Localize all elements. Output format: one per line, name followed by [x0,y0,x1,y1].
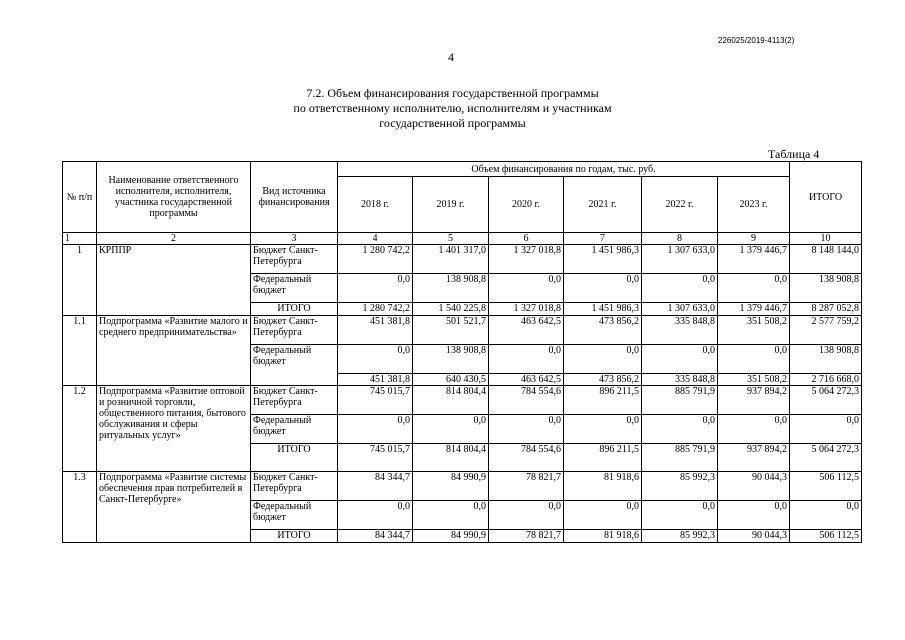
value-cell: 90 044,3 [718,472,790,501]
value-cell: 473 856,2 [564,373,642,386]
header-year: 2019 г. [413,177,489,233]
value-cell: 351 508,2 [718,316,790,345]
value-cell: 1 327 018,8 [489,245,564,274]
value-cell: 0,0 [642,345,718,374]
column-number: 10 [790,233,862,245]
value-cell: 937 894,2 [718,444,790,472]
header-year: 2023 г. [718,177,790,233]
source-cell: Федеральный бюджет [251,345,338,374]
source-cell: ИТОГО [251,530,338,543]
value-cell: 78 821,7 [489,530,564,543]
value-cell: 84 990,9 [413,530,489,543]
value-cell: 1 307 633,0 [642,303,718,316]
value-cell: 0,0 [718,345,790,374]
value-cell: 745 015,7 [338,444,413,472]
value-cell: 814 804,4 [413,386,489,415]
value-cell: 1 379 446,7 [718,303,790,316]
header-volume: Объем финансирования по годам, тыс. руб. [338,162,790,177]
column-number: 9 [718,233,790,245]
section-title [0,86,905,131]
source-cell: Федеральный бюджет [251,415,338,444]
header-year: 2020 г. [489,177,564,233]
table-row [63,245,862,274]
table-row [63,316,862,345]
total-cell: 2 577 759,2 [790,316,862,345]
value-cell: 1 307 633,0 [642,245,718,274]
value-cell: 784 554,6 [489,444,564,472]
source-cell: Федеральный бюджет [251,501,338,530]
header-total: ИТОГО [790,162,862,233]
value-cell: 0,0 [338,501,413,530]
value-cell: 0,0 [489,345,564,374]
total-cell: 138 908,8 [790,345,862,374]
value-cell: 814 804,4 [413,444,489,472]
source-cell: Бюджет Санкт-Петербурга [251,386,338,415]
total-cell: 5 064 272,3 [790,444,862,472]
column-number: 7 [564,233,642,245]
value-cell: 0,0 [642,415,718,444]
value-cell: 0,0 [338,415,413,444]
value-cell: 0,0 [564,345,642,374]
value-cell: 1 280 742,2 [338,245,413,274]
value-cell: 84 344,7 [338,530,413,543]
value-cell: 1 540 225,8 [413,303,489,316]
value-cell: 885 791,9 [642,444,718,472]
column-number: 2 [97,233,251,245]
source-cell: Бюджет Санкт-Петербурга [251,472,338,501]
title-line-3: государственной программы [379,116,526,130]
value-cell: 937 894,2 [718,386,790,415]
value-cell: 0,0 [564,274,642,303]
column-number: 1 [63,233,97,245]
total-cell: 0,0 [790,415,862,444]
source-cell: Федеральный бюджет [251,274,338,303]
header-year: 2021 г. [564,177,642,233]
value-cell: 0,0 [564,501,642,530]
value-cell: 0,0 [489,415,564,444]
value-cell: 85 992,3 [642,472,718,501]
row-number: 1.3 [63,472,97,543]
total-cell: 506 112,5 [790,472,862,501]
value-cell: 1 327 018,8 [489,303,564,316]
value-cell: 138 908,8 [413,345,489,374]
value-cell: 0,0 [338,345,413,374]
total-cell: 0,0 [790,501,862,530]
financing-table [62,161,862,543]
value-cell: 84 344,7 [338,472,413,501]
source-cell: ИТОГО [251,303,338,316]
value-cell: 896 211,5 [564,386,642,415]
value-cell: 885 791,9 [642,386,718,415]
value-cell: 1 451 986,3 [564,303,642,316]
total-cell: 506 112,5 [790,530,862,543]
value-cell: 784 554,6 [489,386,564,415]
row-name: Подпрограмма «Развитие малого и среднего предпринимательства» [97,316,251,386]
row-name: КРППР [97,245,251,316]
value-cell: 0,0 [489,501,564,530]
value-cell: 335 848,8 [642,373,718,386]
value-cell: 81 918,6 [564,472,642,501]
column-number: 6 [489,233,564,245]
table-row [63,472,862,501]
value-cell: 896 211,5 [564,444,642,472]
table-row [63,386,862,415]
total-cell: 8 287 052,8 [790,303,862,316]
value-cell: 501 521,7 [413,316,489,345]
value-cell: 0,0 [338,274,413,303]
source-cell: ИТОГО [251,444,338,472]
row-number: 1.2 [63,386,97,472]
value-cell: 0,0 [489,274,564,303]
value-cell: 0,0 [413,415,489,444]
header-row [63,162,862,177]
total-cell: 138 908,8 [790,274,862,303]
value-cell: 463 642,5 [489,316,564,345]
value-cell: 90 044,3 [718,530,790,543]
value-cell: 1 379 446,7 [718,245,790,274]
total-cell: 2 716 668,0 [790,373,862,386]
value-cell: 745 015,7 [338,386,413,415]
header-name: Наименование ответственного исполнителя, исполнителя, участника государственной программы [97,162,251,233]
value-cell: 138 908,8 [413,274,489,303]
value-cell: 0,0 [564,415,642,444]
value-cell: 0,0 [718,274,790,303]
value-cell: 0,0 [718,415,790,444]
value-cell: 463 642,5 [489,373,564,386]
row-name: Подпрограмма «Развитие оптовой и розничной торговли, общественного питания, бытового обслуживания и сферы ритуальных услуг» [97,386,251,472]
value-cell: 351 508,2 [718,373,790,386]
value-cell: 0,0 [642,501,718,530]
value-cell: 0,0 [642,274,718,303]
value-cell: 451 381,8 [338,373,413,386]
row-number: 1.1 [63,316,97,386]
page-number: 4 [448,50,454,64]
value-cell: 451 381,8 [338,316,413,345]
document-number: 226025/2019-4113(2) [718,36,795,45]
value-cell: 85 992,3 [642,530,718,543]
total-cell: 8 148 144,0 [790,245,862,274]
value-cell: 1 280 742,2 [338,303,413,316]
header-year: 2022 г. [642,177,718,233]
source-cell: Бюджет Санкт-Петербурга [251,316,338,345]
source-cell [251,373,338,386]
value-cell: 0,0 [718,501,790,530]
column-number: 5 [413,233,489,245]
header-source: Вид источника финансирования [251,162,338,233]
value-cell: 335 848,8 [642,316,718,345]
source-cell: Бюджет Санкт-Петербурга [251,245,338,274]
value-cell: 1 401 317,0 [413,245,489,274]
value-cell: 1 451 986,3 [564,245,642,274]
column-number: 4 [338,233,413,245]
value-cell: 473 856,2 [564,316,642,345]
table-label: Таблица 4 [768,147,820,161]
header-year: 2018 г. [338,177,413,233]
value-cell: 84 990,9 [413,472,489,501]
row-number: 1 [63,245,97,316]
title-line-1: 7.2. Объем финансирования государственной программы [306,86,599,100]
column-number-row [63,233,862,245]
total-cell: 5 064 272,3 [790,386,862,415]
value-cell: 81 918,6 [564,530,642,543]
row-name: Подпрограмма «Развитие системы обеспечения прав потребителей в Санкт-Петербурге» [97,472,251,543]
value-cell: 78 821,7 [489,472,564,501]
value-cell: 0,0 [413,501,489,530]
column-number: 3 [251,233,338,245]
column-number: 8 [642,233,718,245]
title-line-2: по ответственному исполнителю, исполнителям и участникам [293,101,612,115]
header-num: № п/п [63,162,97,233]
value-cell: 640 430,5 [413,373,489,386]
